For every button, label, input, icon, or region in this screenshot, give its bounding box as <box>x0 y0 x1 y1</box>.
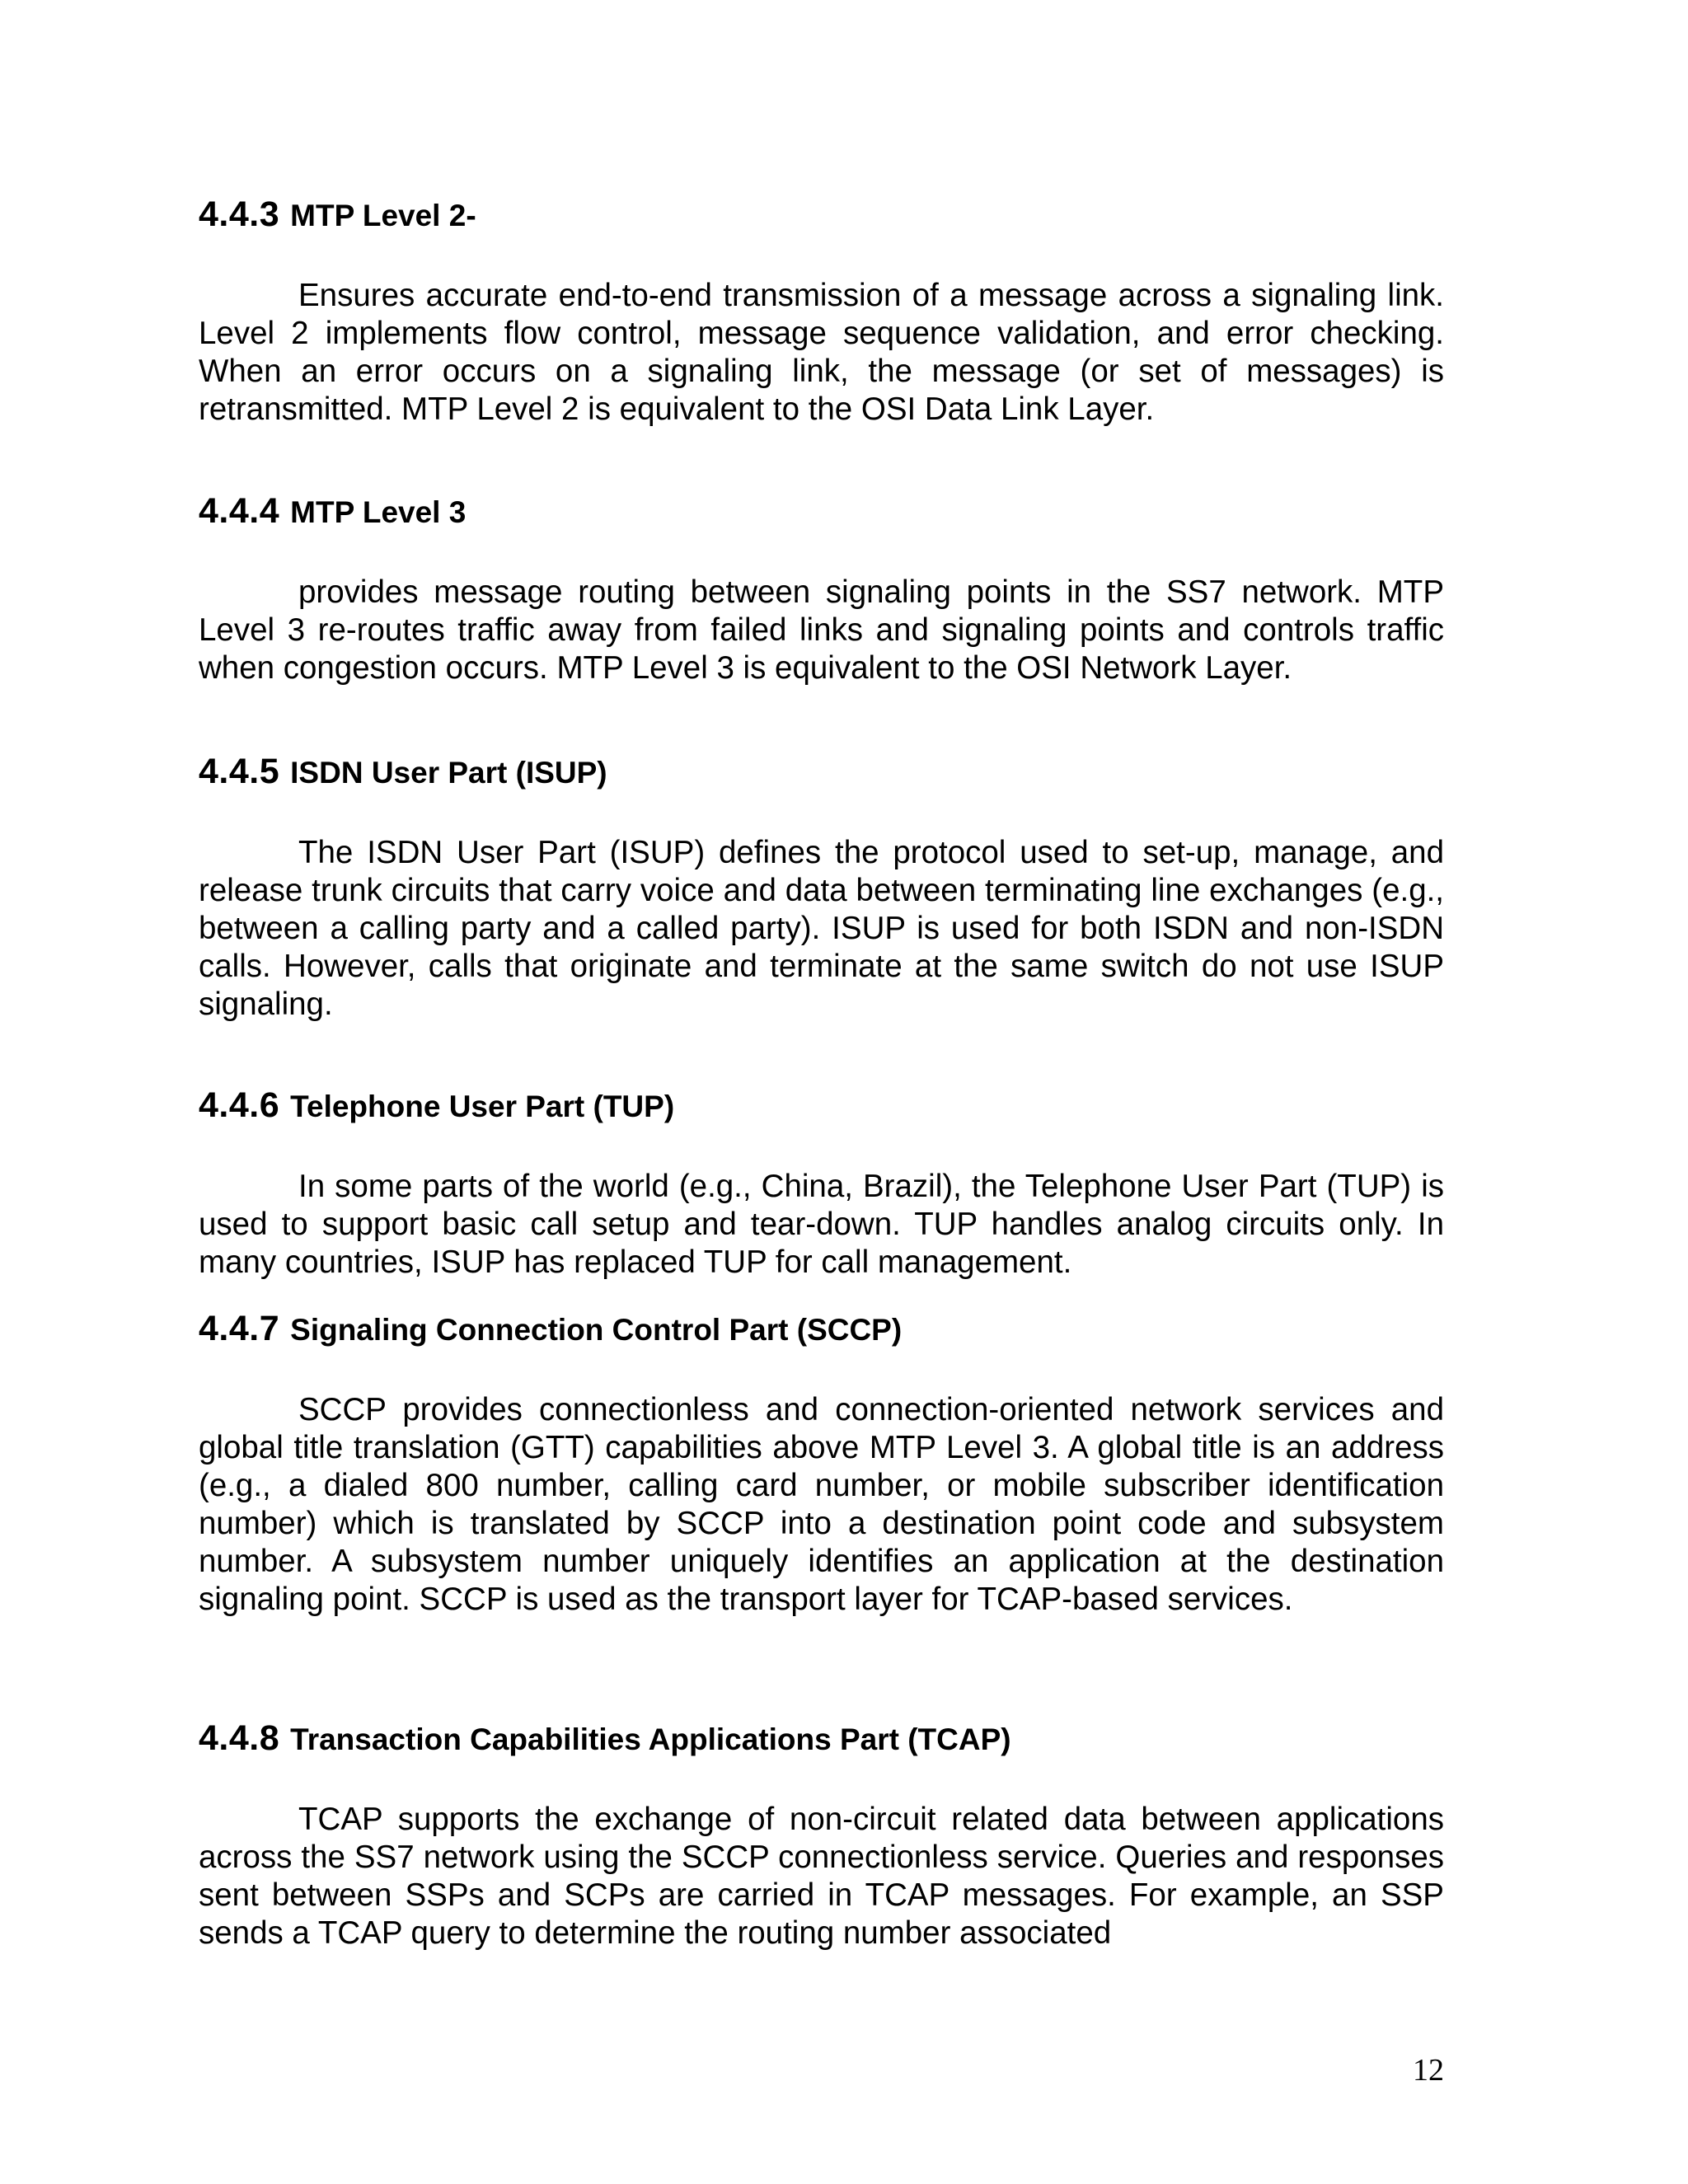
section-number: 4.4.4 <box>199 491 280 531</box>
section-heading <box>199 1718 1444 1768</box>
section-paragraph: The ISDN User Part (ISUP) defines the protocol used to set-up, manage, and release trunk circuits that carry voice and data between terminating line exchanges (e.g., between a calling party and a called party). ISUP is used for both ISDN and non-ISDN calls. However, calls that originate and terminate at the same switch do not use ISUP signaling. <box>199 835 1444 1022</box>
section-title: Signaling Connection Control Part (SCCP) <box>290 1313 903 1347</box>
section-paragraph: provides message routing between signaling points in the SS7 network. MTP Level 3 re-routes traffic away from failed links and signaling points and controls traffic when congestion occurs. MTP Level 3 is equivalent to the OSI Network Layer. <box>199 574 1444 686</box>
section-heading <box>199 1085 1444 1135</box>
section-paragraph: In some parts of the world (e.g., China, Brazil), the Telephone User Part (TUP) is used to support basic call setup and tear-down. TUP handles analog circuits only. In many countries, ISUP has replaced TUP for call management. <box>199 1169 1444 1280</box>
section-4-4-7 <box>199 1309 1444 1619</box>
section-4-4-8 <box>199 1718 1444 1952</box>
section-number: 4.4.8 <box>199 1718 280 1758</box>
section-heading <box>199 1309 1444 1358</box>
section-number: 4.4.7 <box>199 1309 280 1348</box>
section-number: 4.4.6 <box>199 1085 280 1125</box>
section-title: MTP Level 2- <box>290 199 476 232</box>
section-heading <box>199 194 1444 244</box>
section-4-4-5 <box>199 752 1444 1024</box>
section-number: 4.4.5 <box>199 752 280 791</box>
section-paragraph: Ensures accurate end-to-end transmission of a message across a signaling link. Level 2 implements flow control, message sequence validation, and error checking. When an error occurs on a signaling link, the message (or set of messages) is retransmitted. MTP Level 2 is equivalent to the OSI Data Link Layer. <box>199 278 1444 427</box>
section-4-4-3 <box>199 194 1444 429</box>
section-4-4-6 <box>199 1085 1444 1282</box>
section-paragraph: SCCP provides connectionless and connection-oriented network services and global title translation (GTT) capabilities above MTP Level 3. A global title is an address (e.g., a dialed 800 number, calling card number, or mobile subscriber identification number) which is translated by SCCP into a destination point code and subsystem number. A subsystem number uniquely identifies an application at the destination signaling point. SCCP is used as the transport layer for TCAP-based services. <box>199 1392 1444 1617</box>
section-paragraph: TCAP supports the exchange of non-circuit related data between applications across the SS7 network using the SCCP connectionless service. Queries and responses sent between SSPs and SCPs are carried in TCAP messages. For example, an SSP sends a TCAP query to determine the routing number associated <box>199 1802 1444 1951</box>
section-heading <box>199 491 1444 541</box>
section-4-4-4 <box>199 491 1444 687</box>
section-number: 4.4.3 <box>199 194 280 234</box>
section-title: MTP Level 3 <box>290 495 467 529</box>
section-title: Telephone User Part (TUP) <box>290 1090 675 1123</box>
section-title: ISDN User Part (ISUP) <box>290 756 607 790</box>
section-title: Transaction Capabilities Applications Part (TCAP) <box>290 1722 1011 1756</box>
page-number: 12 <box>1413 2053 1444 2088</box>
section-heading <box>199 752 1444 801</box>
